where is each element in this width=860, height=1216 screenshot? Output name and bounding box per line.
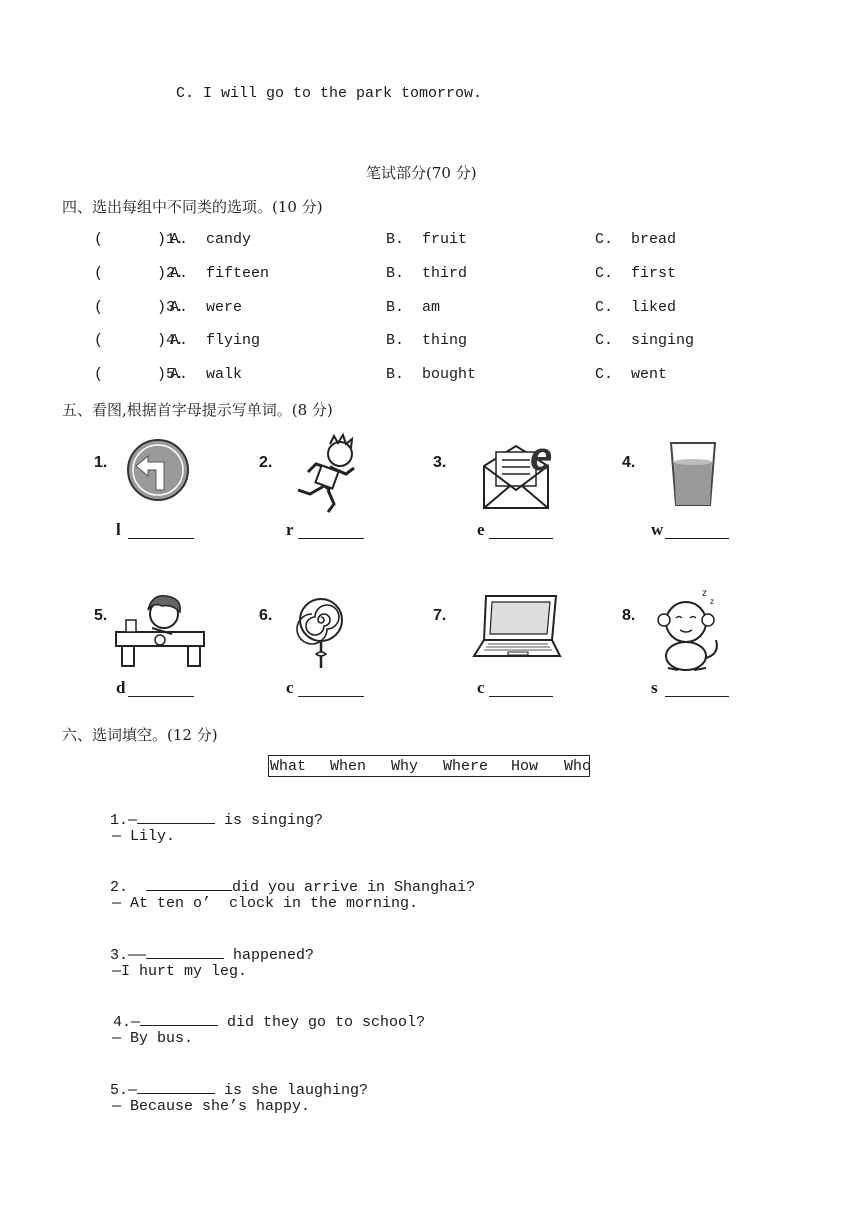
turn-left-sign-icon bbox=[126, 438, 190, 502]
written-part-title: 笔试部分(70 分) bbox=[366, 164, 477, 182]
section5-heading: 五、看图,根据首字母提示写单词。(8 分) bbox=[62, 401, 333, 419]
answer-blank[interactable] bbox=[298, 680, 364, 697]
hint-letter: c bbox=[477, 678, 485, 697]
option-b: B. fruit bbox=[386, 231, 468, 248]
word-bank-item: Where bbox=[443, 758, 489, 775]
answer-blank[interactable] bbox=[489, 680, 553, 697]
option-a: A. fifteen bbox=[170, 265, 270, 282]
option-c: C. went bbox=[595, 366, 668, 383]
hint-letter: r bbox=[286, 520, 294, 539]
question-answer: — Lily. bbox=[112, 828, 176, 845]
fill-question bbox=[92, 1064, 368, 1099]
word-bank-item: How bbox=[511, 758, 539, 775]
answer-bracket[interactable]: ( )4. bbox=[94, 332, 185, 349]
sleeping-monkey-icon bbox=[650, 584, 730, 674]
word-bank-item: Why bbox=[391, 758, 419, 775]
option-a: A. walk bbox=[170, 366, 243, 383]
section4-heading: 四、选出每组中不同类的选项。(10 分) bbox=[62, 198, 323, 216]
answer-blank[interactable] bbox=[137, 811, 215, 824]
answer-bracket[interactable]: ( )1. bbox=[94, 231, 185, 248]
lollipop-candy-icon bbox=[296, 596, 346, 672]
answer-blank[interactable] bbox=[665, 522, 729, 539]
hint-letter: l bbox=[116, 520, 121, 539]
picture-number: 3. bbox=[433, 454, 447, 471]
picture-number: 1. bbox=[94, 454, 108, 471]
section6-heading: 六、选词填空。(12 分) bbox=[62, 726, 218, 744]
option-a: A. candy bbox=[170, 231, 252, 248]
picture-number: 2. bbox=[259, 454, 273, 471]
question-text: did you arrive in Shanghai? bbox=[232, 879, 476, 896]
hint-letter: s bbox=[651, 678, 658, 697]
fill-question bbox=[92, 794, 323, 829]
answer-blank[interactable] bbox=[146, 946, 224, 959]
question-number: 3.—— bbox=[110, 947, 147, 964]
answer-bracket[interactable]: ( )2. bbox=[94, 265, 185, 282]
question-text: is singing? bbox=[215, 812, 324, 829]
option-c: C. bread bbox=[595, 231, 677, 248]
hint-letter: w bbox=[651, 520, 664, 539]
answer-blank[interactable] bbox=[137, 1081, 215, 1094]
picture-number: 6. bbox=[259, 607, 273, 624]
svg-text:e: e bbox=[530, 435, 553, 479]
option-c: C. singing bbox=[595, 332, 695, 349]
answer-blank[interactable] bbox=[489, 522, 553, 539]
question-answer: — At ten o’ clock in the morning. bbox=[112, 895, 419, 912]
svg-text:z: z bbox=[710, 597, 714, 606]
answer-blank[interactable] bbox=[298, 522, 364, 539]
question-number: 4.— bbox=[113, 1014, 141, 1031]
word-bank-item: Who bbox=[564, 758, 592, 775]
hint-letter: e bbox=[477, 520, 485, 539]
option-b: B. am bbox=[386, 299, 441, 316]
question-answer: — By bus. bbox=[112, 1030, 194, 1047]
option-b: B. bought bbox=[386, 366, 477, 383]
option-c: C. liked bbox=[595, 299, 677, 316]
answer-bracket[interactable]: ( )3. bbox=[94, 299, 185, 316]
running-boy-icon bbox=[288, 434, 366, 516]
question-text: did they go to school? bbox=[218, 1014, 426, 1031]
option-b: B. third bbox=[386, 265, 468, 282]
picture-number: 4. bbox=[622, 454, 636, 471]
hint-letter: d bbox=[116, 678, 126, 697]
answer-blank[interactable] bbox=[128, 522, 194, 539]
answer-blank[interactable] bbox=[665, 680, 729, 697]
hint-letter: c bbox=[286, 678, 294, 697]
picture-number: 8. bbox=[622, 607, 636, 624]
answer-blank[interactable] bbox=[140, 1013, 218, 1026]
option-a: A. were bbox=[170, 299, 243, 316]
question-answer: — Because she’s happy. bbox=[112, 1098, 311, 1115]
option-a: A. flying bbox=[170, 332, 261, 349]
listening-option-c: C. I will go to the park tomorrow. bbox=[176, 85, 483, 102]
email-envelope-icon bbox=[480, 435, 564, 510]
fill-question bbox=[95, 996, 425, 1031]
boy-drawing-icon bbox=[112, 590, 210, 670]
answer-blank[interactable] bbox=[146, 878, 232, 891]
answer-bracket[interactable]: ( )5. bbox=[94, 366, 185, 383]
picture-number: 7. bbox=[433, 607, 447, 624]
glass-of-water-icon bbox=[668, 440, 718, 508]
fill-question bbox=[92, 861, 475, 896]
word-bank-item: What bbox=[270, 758, 307, 775]
fill-question bbox=[92, 929, 314, 964]
laptop-computer-icon bbox=[472, 592, 562, 662]
option-b: B. thing bbox=[386, 332, 468, 349]
question-text: is she laughing? bbox=[215, 1082, 369, 1099]
svg-text:z: z bbox=[702, 588, 707, 599]
question-text: happened? bbox=[224, 947, 315, 964]
answer-blank[interactable] bbox=[128, 680, 194, 697]
picture-number: 5. bbox=[94, 607, 108, 624]
question-number: 1.— bbox=[110, 812, 138, 829]
option-c: C. first bbox=[595, 265, 677, 282]
word-bank-item: When bbox=[330, 758, 367, 775]
question-number: 5.— bbox=[110, 1082, 138, 1099]
word-bank-box bbox=[268, 755, 590, 777]
question-answer: —I hurt my leg. bbox=[112, 963, 248, 980]
question-number: 2. bbox=[110, 879, 147, 896]
